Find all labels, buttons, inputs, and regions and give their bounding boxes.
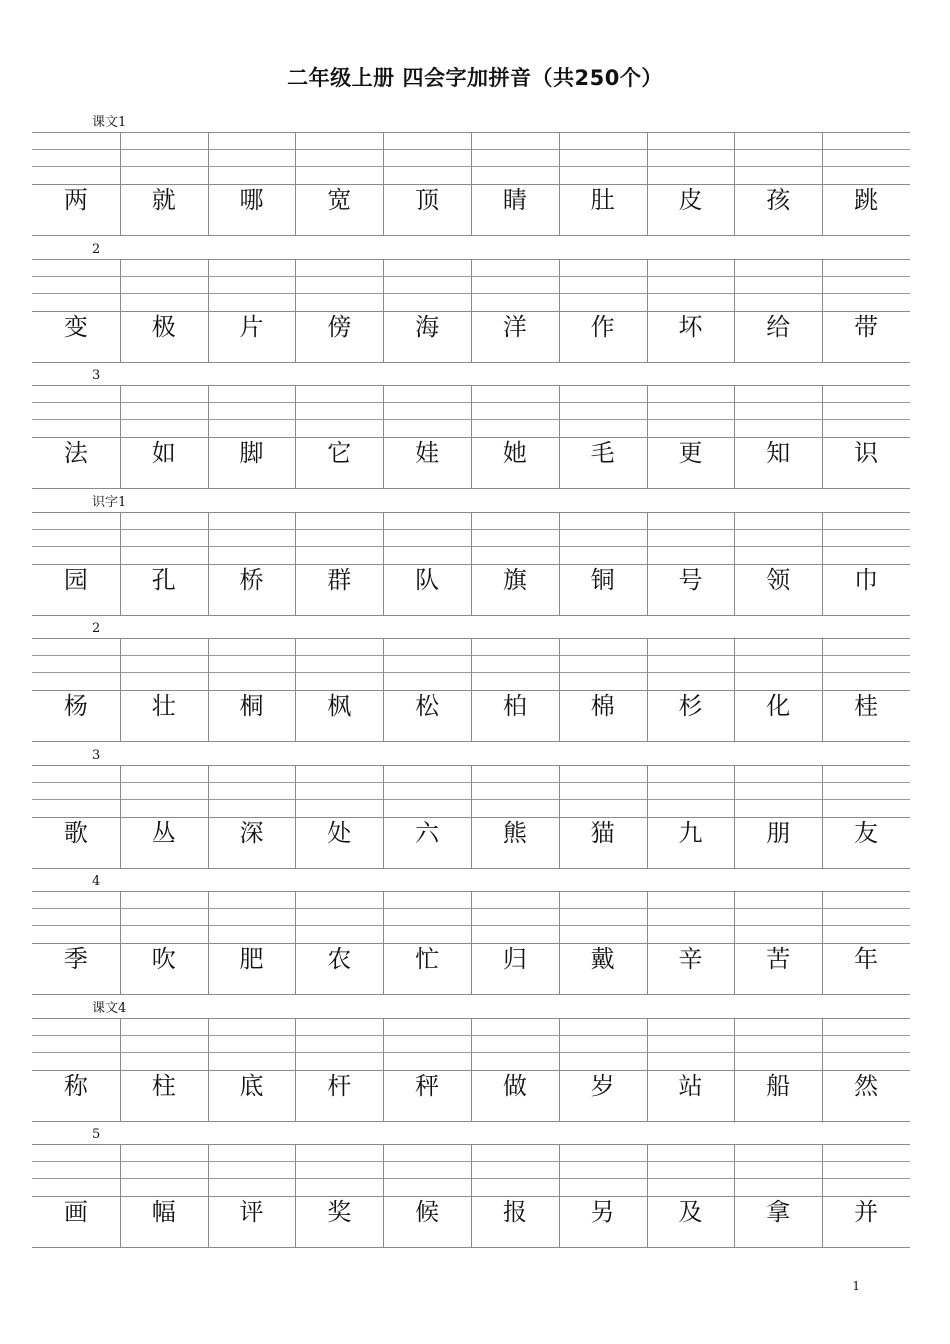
hanzi-character: 领	[766, 565, 791, 594]
hanzi-character: 杉	[678, 692, 703, 720]
hanzi-character: 棉	[590, 692, 615, 720]
hanzi-character: 秤	[415, 1071, 440, 1100]
hanzi-character: 更	[678, 439, 703, 467]
section-label: 3	[92, 368, 101, 383]
hanzi-character: 法	[63, 439, 88, 467]
hanzi-character: 辛	[678, 945, 703, 973]
hanzi-character: 娃	[415, 439, 440, 467]
hanzi-character: 候	[415, 1198, 440, 1226]
hanzi-character: 歌	[63, 818, 88, 847]
section-label: 2	[92, 621, 101, 636]
hanzi-character: 两	[63, 186, 88, 214]
section-label: 3	[92, 747, 101, 763]
hanzi-character: 桂	[854, 692, 879, 720]
hanzi-character: 幅	[151, 1198, 176, 1226]
section-label: 课文1	[92, 115, 127, 130]
lesson-section	[32, 872, 910, 999]
lesson-section	[32, 493, 910, 620]
hanzi-character: 然	[854, 1071, 879, 1100]
hanzi-character: 季	[63, 945, 88, 973]
hanzi-character: 她	[502, 439, 527, 467]
character-row	[32, 1195, 910, 1248]
lesson-section	[32, 999, 910, 1126]
hanzi-character: 识	[854, 439, 879, 467]
hanzi-character: 戴	[590, 945, 615, 973]
hanzi-character: 岁	[590, 1071, 615, 1100]
hanzi-character: 带	[854, 312, 879, 341]
character-row	[32, 183, 910, 236]
hanzi-character: 毛	[590, 439, 615, 467]
hanzi-character: 肚	[590, 186, 615, 214]
character-row	[32, 689, 910, 742]
hanzi-character: 报	[502, 1198, 527, 1226]
section-label: 课文4	[92, 1000, 127, 1016]
pinyin-worksheet	[32, 113, 910, 1252]
hanzi-character: 奖	[327, 1198, 352, 1226]
hanzi-character: 丛	[151, 818, 176, 847]
page-title: 二年级上册 四会字加拼音（共250个）	[287, 66, 663, 90]
hanzi-character: 另	[590, 1198, 615, 1226]
hanzi-character: 铜	[590, 565, 615, 594]
hanzi-character: 坏	[678, 312, 703, 341]
character-row	[32, 942, 910, 995]
hanzi-character: 给	[766, 312, 791, 341]
hanzi-character: 壮	[151, 692, 176, 720]
hanzi-character: 孩	[766, 186, 791, 214]
lesson-section	[32, 240, 910, 367]
hanzi-character: 并	[854, 1198, 879, 1226]
hanzi-character: 脚	[239, 439, 264, 467]
hanzi-character: 桥	[239, 565, 264, 594]
page-number: 1	[852, 1279, 860, 1293]
hanzi-character: 做	[502, 1071, 527, 1100]
hanzi-character: 处	[327, 818, 352, 847]
character-row	[32, 310, 910, 363]
hanzi-character: 如	[151, 439, 176, 467]
hanzi-character: 片	[239, 312, 264, 341]
hanzi-character: 柱	[151, 1071, 176, 1100]
hanzi-character: 傍	[327, 312, 352, 341]
hanzi-character: 六	[415, 818, 440, 847]
hanzi-character: 吹	[151, 945, 176, 973]
hanzi-character: 就	[151, 186, 176, 214]
hanzi-character: 桐	[239, 692, 264, 720]
hanzi-character: 旗	[502, 565, 527, 594]
lesson-section	[32, 619, 910, 746]
hanzi-character: 极	[151, 312, 176, 341]
hanzi-character: 作	[590, 312, 615, 341]
hanzi-character: 友	[854, 818, 879, 847]
hanzi-character: 熊	[502, 818, 527, 847]
hanzi-character: 称	[63, 1071, 88, 1100]
hanzi-character: 苦	[766, 945, 791, 973]
section-label: 2	[92, 241, 101, 257]
hanzi-character: 船	[766, 1071, 791, 1100]
hanzi-character: 深	[239, 818, 264, 847]
hanzi-character: 宽	[327, 186, 352, 214]
hanzi-character: 九	[678, 818, 703, 847]
hanzi-character: 杆	[327, 1071, 352, 1100]
hanzi-character: 农	[327, 945, 352, 973]
hanzi-character: 变	[63, 312, 88, 341]
hanzi-character: 队	[415, 565, 440, 594]
hanzi-character: 跳	[854, 186, 879, 214]
hanzi-character: 洋	[502, 312, 527, 341]
hanzi-character: 归	[502, 945, 527, 973]
hanzi-character: 它	[327, 439, 352, 467]
hanzi-character: 及	[678, 1198, 703, 1226]
hanzi-character: 年	[854, 945, 879, 973]
section-label: 4	[92, 874, 101, 889]
hanzi-character: 柏	[502, 692, 527, 720]
hanzi-character: 知	[766, 439, 791, 467]
hanzi-character: 评	[239, 1198, 264, 1226]
hanzi-character: 群	[327, 565, 352, 594]
lesson-section	[32, 366, 910, 493]
hanzi-character: 底	[239, 1071, 264, 1100]
hanzi-character: 杨	[63, 692, 88, 720]
lesson-section	[32, 113, 910, 240]
hanzi-character: 枫	[327, 692, 352, 720]
hanzi-character: 海	[415, 312, 440, 341]
hanzi-character: 朋	[766, 818, 791, 847]
hanzi-character: 皮	[678, 186, 703, 214]
hanzi-character: 站	[678, 1071, 703, 1100]
hanzi-character: 园	[63, 565, 88, 594]
hanzi-character: 松	[415, 692, 440, 720]
lesson-section	[32, 1125, 910, 1252]
character-row	[32, 816, 910, 869]
hanzi-character: 肥	[239, 945, 264, 973]
lesson-section	[32, 746, 910, 873]
character-row	[32, 563, 910, 616]
hanzi-character: 号	[678, 565, 703, 594]
hanzi-character: 巾	[854, 565, 879, 594]
hanzi-character: 睛	[502, 186, 527, 214]
section-label: 5	[92, 1127, 101, 1142]
hanzi-character: 猫	[590, 818, 615, 847]
hanzi-character: 忙	[415, 945, 440, 973]
hanzi-character: 孔	[151, 565, 176, 594]
character-row	[32, 436, 910, 489]
character-row	[32, 1069, 910, 1122]
hanzi-character: 哪	[239, 186, 264, 214]
hanzi-character: 顶	[415, 186, 440, 214]
hanzi-character: 拿	[766, 1198, 791, 1226]
section-label: 识字1	[92, 494, 127, 510]
hanzi-character: 画	[63, 1198, 88, 1226]
hanzi-character: 化	[766, 692, 791, 720]
